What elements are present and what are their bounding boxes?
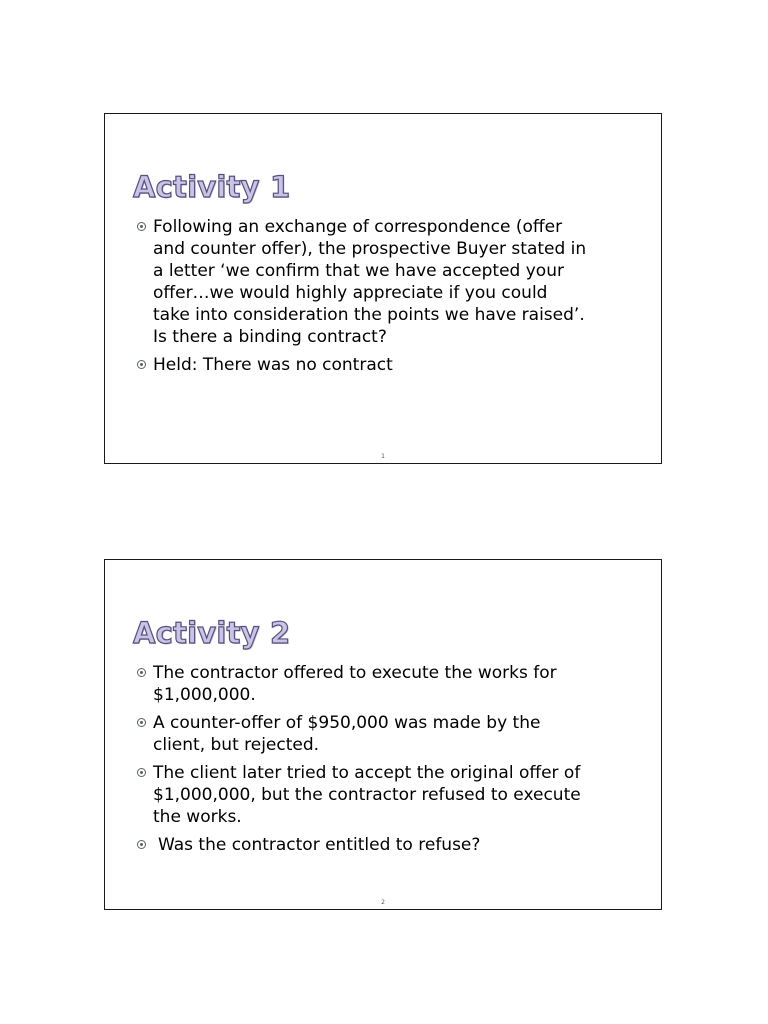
circled-dot-bullet-icon <box>137 668 146 677</box>
page-number: 1 <box>381 453 385 460</box>
circled-dot-bullet-icon <box>137 360 146 369</box>
bullet-text: The client later tried to accept the original offer of $1,000,000, but the contractor refused to execute the works. <box>153 763 581 827</box>
bullet-item <box>137 762 587 828</box>
bullet-item <box>137 662 587 706</box>
bullet-text: Held: There was no contract <box>153 355 393 375</box>
circled-dot-bullet-icon <box>137 222 146 231</box>
bullet-item <box>137 216 587 348</box>
bullet-text: Was the contractor entitled to refuse? <box>158 835 481 855</box>
circled-dot-bullet-icon <box>137 718 146 727</box>
slide-2 <box>104 559 662 910</box>
bullet-text: Following an exchange of correspondence (offer and counter offer), the prospective Buyer stated in a letter ‘we confirm that we have accepted your offer…we would highly appreciate if you could take into consideration the points we have raised’. Is there a binding contract? <box>153 217 587 347</box>
circled-dot-bullet-icon <box>137 768 146 777</box>
page-number: 2 <box>381 899 385 906</box>
slide-title: Activity 1 <box>133 170 291 204</box>
bullet-list <box>137 662 587 862</box>
bullet-text: The contractor offered to execute the works for $1,000,000. <box>153 663 557 705</box>
slide-title: Activity 2 <box>133 616 291 650</box>
bullet-item <box>137 834 587 856</box>
bullet-list <box>137 216 587 382</box>
bullet-item <box>137 354 587 376</box>
bullet-text: A counter-offer of $950,000 was made by the client, but rejected. <box>153 713 541 755</box>
bullet-item <box>137 712 587 756</box>
slide-1 <box>104 113 662 464</box>
circled-dot-bullet-icon <box>137 840 146 849</box>
